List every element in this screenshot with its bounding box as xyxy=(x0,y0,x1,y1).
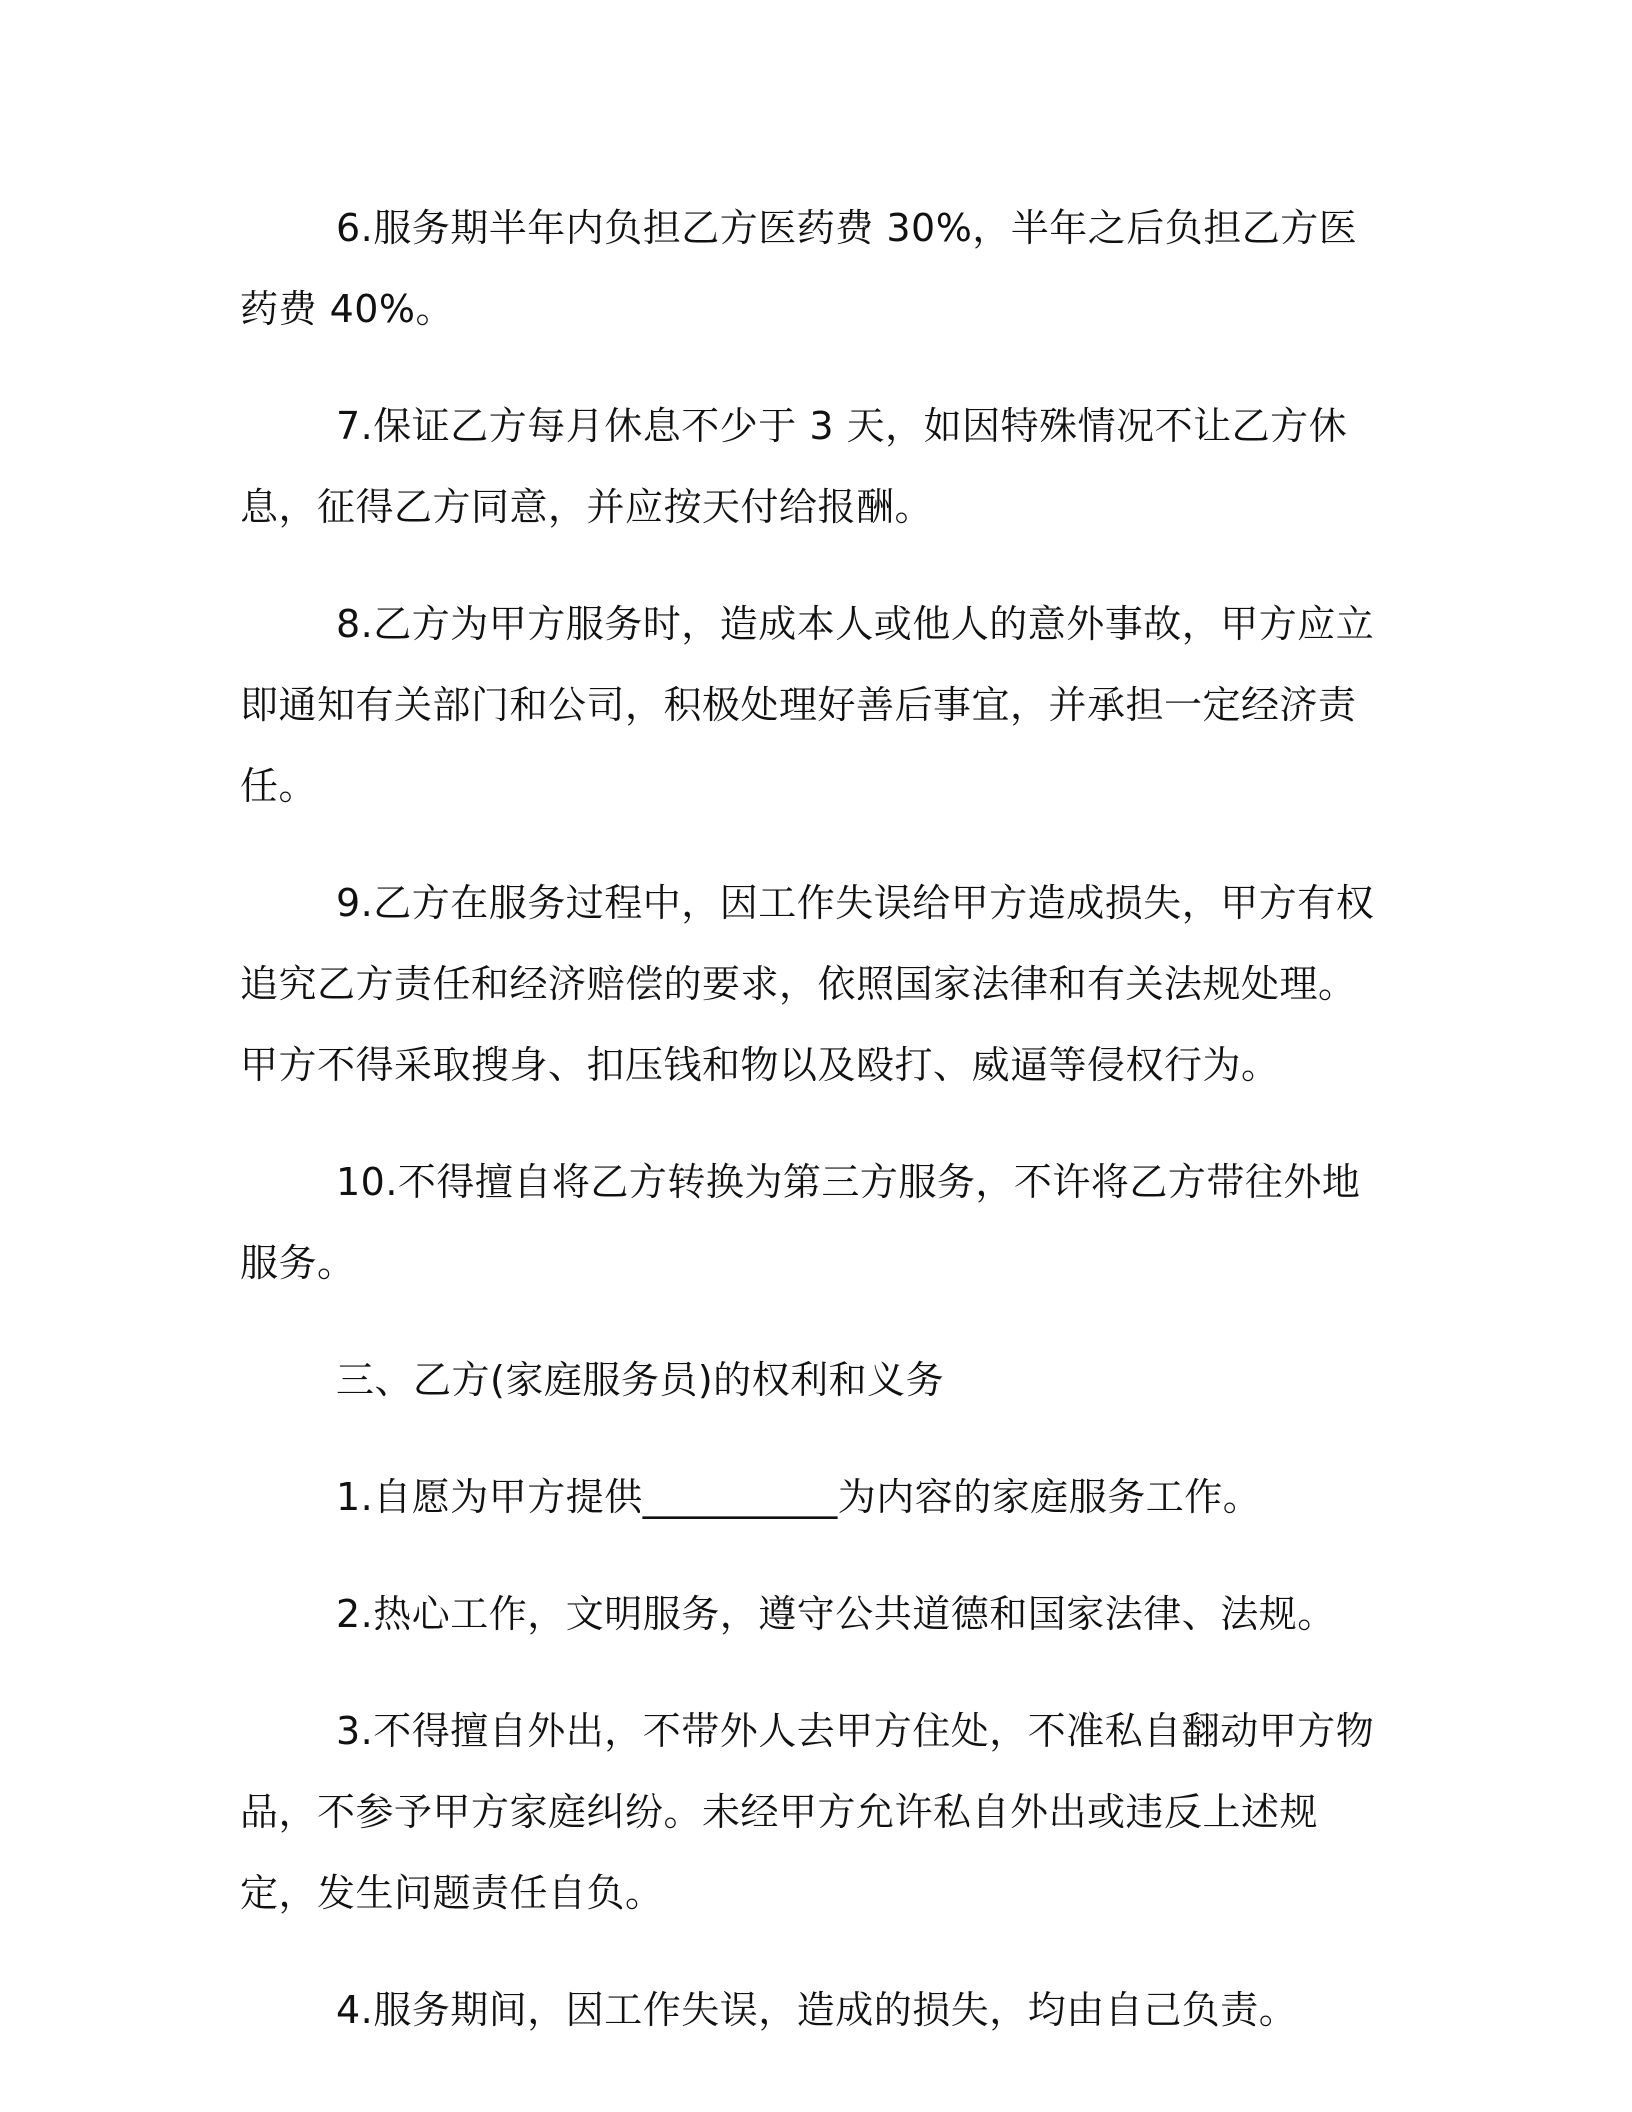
clause-8-accidents: 8.乙方为甲方服务时，造成本人或他人的意外事故，甲方应立即通知有关部门和公司，积极处理好善后事宜，并承担一定经济责任。 xyxy=(240,602,1375,808)
document-body xyxy=(240,188,1390,2087)
party-b-clause-3: 3.不得擅自外出，不带外人去甲方住处，不准私自翻动甲方物品，不参予甲方家庭纠纷。未经甲方允许私自外出或违反上述规定，发生问题责任自负。 xyxy=(240,1709,1375,1915)
clause-9-work-errors: 9.乙方在服务过程中，因工作失误给甲方造成损失，甲方有权追究乙方责任和经济赔偿的要求，依照国家法律和有关法规处理。甲方不得采取搜身、扣压钱和物以及殴打、威逼等侵权行为。 xyxy=(240,881,1375,1087)
party-b-clause-1: 1.自愿为甲方提供__________为内容的家庭服务工作。 xyxy=(336,1475,1262,1519)
clause-7-rest-days: 7.保证乙方每月休息不少于 3 天，如因特殊情况不让乙方休息，征得乙方同意，并应按天付给报酬。 xyxy=(240,404,1348,529)
section-heading-party-b-rights: 三、乙方(家庭服务员)的权利和义务 xyxy=(336,1358,945,1402)
clause-6-medical-expenses: 6.服务期半年内负担乙方医药费 30%，半年之后负担乙方医药费 40%。 xyxy=(240,206,1358,331)
clause-10-third-party: 10.不得擅自将乙方转换为第三方服务，不许将乙方带往外地服务。 xyxy=(240,1160,1361,1285)
party-b-clause-2: 2.热心工作，文明服务，遵守公共道德和国家法律、法规。 xyxy=(336,1592,1336,1636)
party-b-clause-4: 4.服务期间，因工作失误，造成的损失，均由自己负责。 xyxy=(336,1988,1298,2032)
